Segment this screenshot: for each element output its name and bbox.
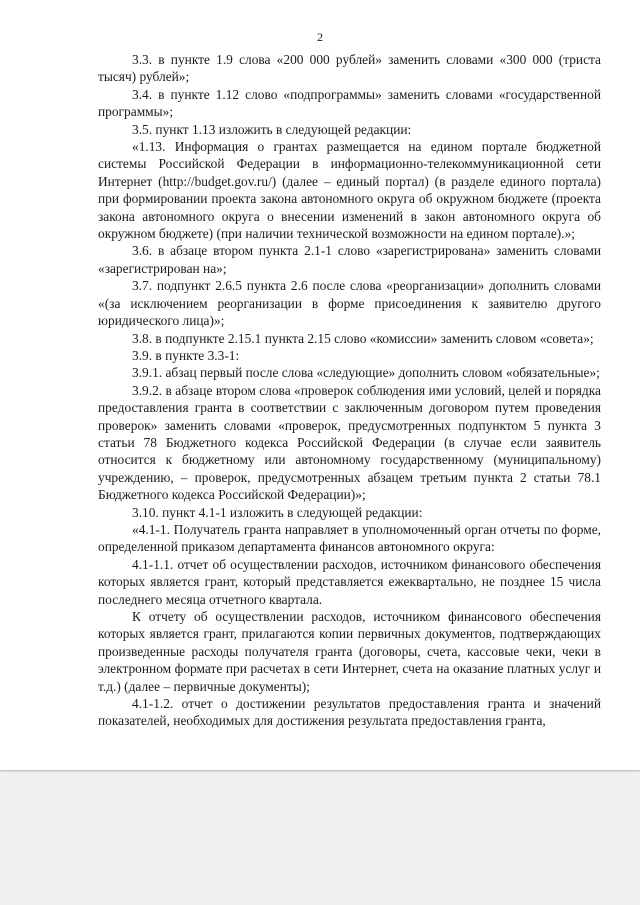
paragraph-3-9-2: 3.9.2. в абзаце втором слова «проверок соблюдения ими условий, целей и порядка предоставления гранта в соответствии с заключенным договором путем проведения проверок» заменить словами «проверок, предусмотренных подпунктом 5 пункта 3 статьи 78 Бюджетного кодекса Российской Федерации (в случае если заявитель относится к бюджетному или автономному государственному (муниципальному) учреждению, – проверок, предусмотренных абзацем третьим пункта 2 статьи 78.1 Бюджетного кодекса Российской Федерации)»; [98, 382, 601, 503]
paragraph-3-8: 3.8. в подпункте 2.15.1 пункта 2.15 слово «комиссии» заменить словом «совета»; [132, 330, 594, 346]
paragraph-3-6: 3.6. в абзаце втором пункта 2.1-1 слово «зарегистрирована» заменить словами «зарегистрирован на»; [98, 243, 601, 276]
page-number: 2 [317, 30, 323, 44]
document-body [98, 51, 601, 730]
paragraph-3-7: 3.7. подпункт 2.6.5 пункта 2.6 после слова «реорганизации» дополнить словами «(за исключением реорганизации в форме присоединения к заявителю другого юридического лица)»; [98, 278, 601, 329]
paragraph-4-1-1-2: 4.1-1.2. отчет о достижении результатов предоставления гранта и значений показателей, необходимых для достижения результата предоставления гранта, [98, 696, 601, 729]
paragraph-report-attachments: К отчету об осуществлении расходов, источником финансового обеспечения которых является грант, прилагаются копии первичных документов, подтверждающих произведенные расходы получателя гранта (договоры, счета, кассовые чеки, чеки в электронном формате при расчетах в сети Интернет, счета на оказание платных услуг и т.д.) (далее – первичные документы); [98, 609, 601, 694]
paragraph-1-13-quote: «1.13. Информация о грантах размещается на едином портале бюджетной системы Российской Федерации в информационно-телекоммуникационной сети Интернет (http://budget.gov.ru/) (далее – единый портал) (в разделе единого портала) при формировании проекта закона автономного округа об окружном бюджете (проекта закона автономного округа о внесении изменений в закон автономного округа об окружном бюджете) (при наличии технической возможности на едином портале).»; [98, 139, 601, 242]
paragraph-3-9-1: 3.9.1. абзац первый после слова «следующие» дополнить словом «обязательные»; [132, 365, 600, 381]
paragraph-3-10: 3.10. пункт 4.1-1 изложить в следующей редакции: [132, 504, 423, 520]
paragraph-3-4: 3.4. в пункте 1.12 слово «подпрограммы» заменить словами «государственной программы»; [98, 86, 601, 120]
paragraph-3-3: 3.3. в пункте 1.9 слова «200 000 рублей» заменить словами «300 000 (триста тысяч) рублей»; [98, 52, 601, 85]
paragraph-4-1-1-1: 4.1-1.1. отчет об осуществлении расходов, источником финансового обеспечения которых является грант, который представляется ежеквартально, не позднее 15 числа последнего месяца отчетного квартала. [98, 556, 601, 607]
paragraph-3-9: 3.9. в пункте 3.3-1: [132, 347, 240, 363]
paragraph-3-5: 3.5. пункт 1.13 изложить в следующей редакции: [132, 121, 412, 137]
paragraph-4-1-1-quote: «4.1-1. Получатель гранта направляет в уполномоченный орган отчеты по форме, определенной приказом департамента финансов автономного округа: [98, 521, 601, 555]
